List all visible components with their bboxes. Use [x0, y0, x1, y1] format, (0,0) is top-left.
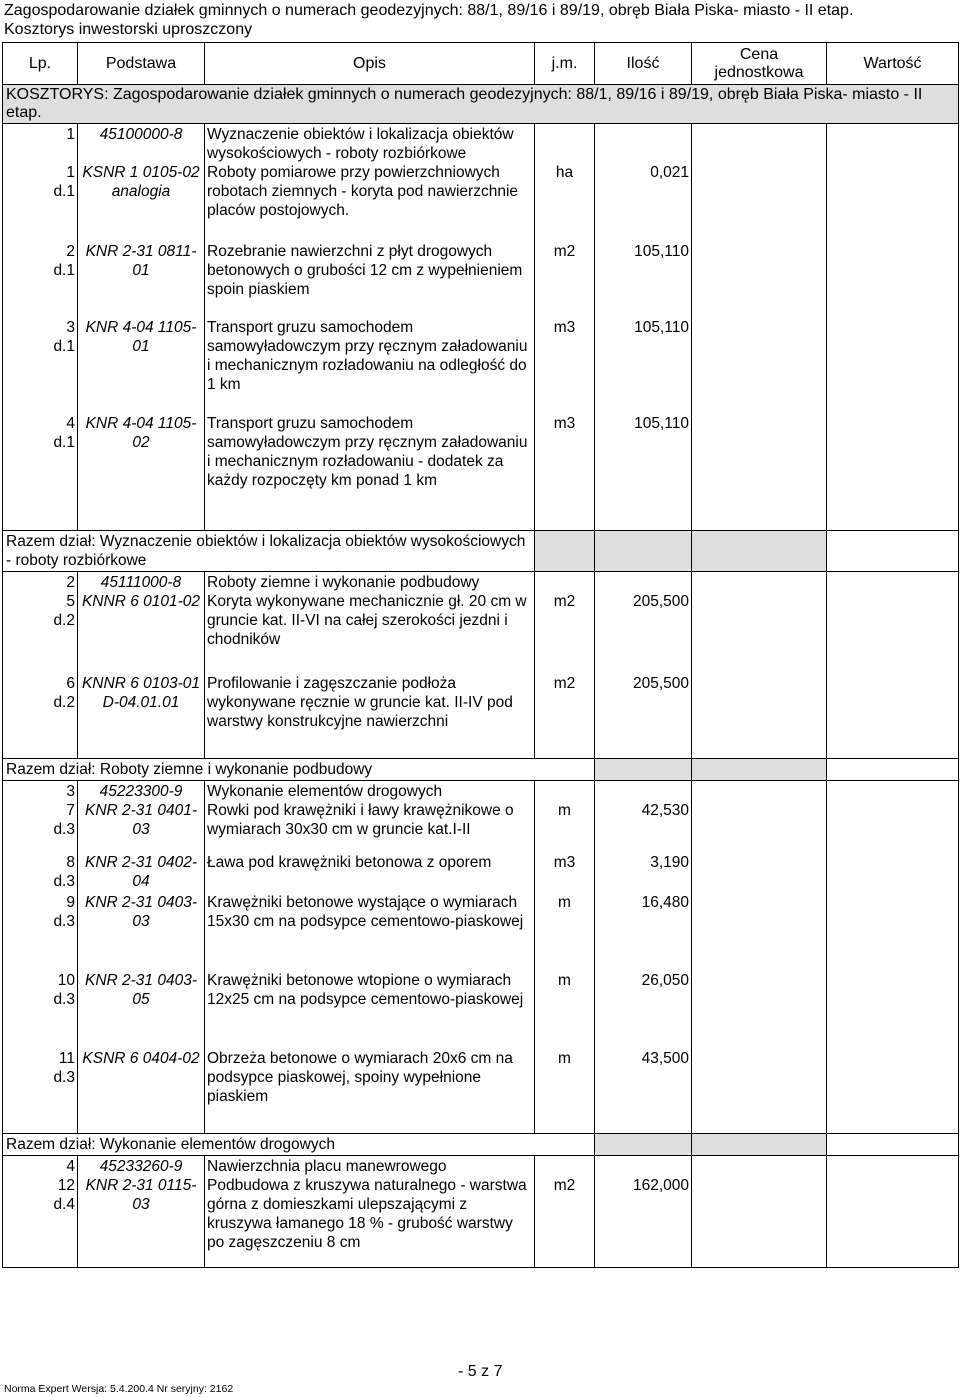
- item-code: KNR 4-04 1105-01: [78, 318, 205, 414]
- section-summary: Razem dział: Roboty ziemne i wykonanie podbudowy: [3, 759, 595, 781]
- item-value: [827, 1049, 959, 1133]
- table-row: [3, 674, 959, 759]
- item-code: KSNR 1 0105-02 analogia: [78, 163, 205, 242]
- section-code: 45100000-8: [78, 124, 205, 164]
- summary-fill: [692, 530, 827, 571]
- item-description: Obrzeża betonowe o wymiarach 20x6 cm na podsypce piaskowej, spoiny wypełnione piaskiem: [205, 1049, 535, 1133]
- item-lp: [3, 163, 78, 242]
- item-code: KNR 4-04 1105-02: [78, 414, 205, 530]
- item-lp: [3, 592, 78, 674]
- empty-cell: [692, 1155, 827, 1176]
- item-division: d.3: [53, 991, 75, 1008]
- item-unit: m: [535, 893, 595, 971]
- item-unit: m2: [535, 592, 595, 674]
- item-unit-price: [692, 414, 827, 530]
- empty-cell: [692, 571, 827, 592]
- item-unit: m2: [535, 674, 595, 759]
- summary-value: [827, 530, 959, 571]
- item-description: Profilowanie i zagęszczanie podłoża wykonywane ręcznie w gruncie kat. II-IV pod warstwy konstrukcyjne nawierzchni: [205, 674, 535, 759]
- item-code: KNR 2-31 0811-01: [78, 242, 205, 318]
- software-info: Norma Expert Wersja: 5.4.200.4 Nr seryjny: 2162: [4, 1383, 234, 1395]
- item-unit-price: [692, 592, 827, 674]
- item-value: [827, 971, 959, 1049]
- item-division: d.3: [53, 873, 75, 890]
- item-division: d.1: [53, 183, 75, 200]
- item-lp: [3, 318, 78, 414]
- summary-fill: [595, 1133, 692, 1155]
- summary-fill: [692, 759, 827, 781]
- item-quantity: 105,110: [595, 242, 692, 318]
- item-quantity: 26,050: [595, 971, 692, 1049]
- kosztorys-title: KOSZTORYS: Zagospodarowanie działek gminnych o numerach geodezyjnych: 88/1, 89/16 i 89/19, obręb Biała Piska- miasto - II etap.: [3, 85, 959, 124]
- item-unit-price: [692, 971, 827, 1049]
- item-lp: [3, 414, 78, 530]
- item-description: Transport gruzu samochodem samowyładowczym przy ręcznym załadowaniu i mechanicznym rozładowaniu - dodatek za każdy rozpoczęty km ponad 1 km: [205, 414, 535, 530]
- item-value: [827, 893, 959, 971]
- section-number: 2: [3, 571, 78, 592]
- item-division: d.2: [53, 611, 75, 629]
- section-row: [3, 1155, 959, 1176]
- item-unit-price: [692, 242, 827, 318]
- section-summary-row: [3, 759, 959, 781]
- column-podstawa: Podstawa: [78, 43, 205, 85]
- item-division: d.3: [53, 821, 75, 838]
- table-row: [3, 853, 959, 893]
- item-lp: [3, 242, 78, 318]
- document-title: Zagospodarowanie działek gminnych o numerach geodezyjnych: 88/1, 89/16 i 89/19, obręb Biała Piska- miasto - II etap.: [4, 2, 854, 19]
- item-unit-price: [692, 163, 827, 242]
- item-division: d.1: [53, 434, 75, 451]
- item-unit-price: [692, 893, 827, 971]
- section-row: [3, 571, 959, 592]
- item-number: 7: [66, 802, 75, 819]
- empty-cell: [827, 781, 959, 802]
- item-description: Krawężniki betonowe wtopione o wymiarach 12x25 cm na podsypce cementowo-piaskowej: [205, 971, 535, 1049]
- item-code: KNR 2-31 0403-03: [78, 893, 205, 971]
- item-division: d.1: [53, 338, 75, 355]
- item-number: 8: [66, 854, 75, 871]
- table-row: [3, 592, 959, 674]
- section-code: 45233260-9: [78, 1155, 205, 1176]
- item-unit: m3: [535, 853, 595, 893]
- item-value: [827, 592, 959, 674]
- item-description: Krawężniki betonowe wystające o wymiarach 15x30 cm na podsypce cementowo-piaskowej: [205, 893, 535, 971]
- item-value: [827, 242, 959, 318]
- section-name: Wykonanie elementów drogowych: [205, 781, 535, 802]
- summary-fill: [692, 1133, 827, 1155]
- table-row: [3, 414, 959, 530]
- item-unit-price: [692, 1176, 827, 1268]
- column-header-row: [3, 43, 959, 85]
- empty-cell: [595, 1155, 692, 1176]
- item-description: Transport gruzu samochodem samowyładowczym przy ręcznym załadowaniu i mechanicznym rozładowaniu na odległość do 1 km: [205, 318, 535, 414]
- summary-value: [827, 1133, 959, 1155]
- item-number: 10: [57, 972, 75, 989]
- item-description: Koryta wykonywane mechanicznie gł. 20 cm w gruncie kat. II-VI na całej szerokości jezdni i chodników: [205, 592, 535, 674]
- item-division: d.2: [53, 693, 75, 711]
- item-description: Rowki pod krawężniki i ławy krawężnikowe o wymiarach 30x30 cm w gruncie kat.I-II: [205, 801, 535, 853]
- item-quantity: 205,500: [595, 674, 692, 759]
- table-row: [3, 1049, 959, 1133]
- section-name: Nawierzchnia placu manewrowego: [205, 1155, 535, 1176]
- item-lp: [3, 801, 78, 853]
- column-cena-line2: jednostkowa: [714, 63, 804, 81]
- item-number: 11: [58, 1050, 75, 1067]
- document-subtitle: Kosztorys inwestorski uproszczony: [4, 21, 253, 38]
- summary-fill: [595, 759, 692, 781]
- section-number: 1: [3, 124, 78, 164]
- item-code: KNR 2-31 0403-05: [78, 971, 205, 1049]
- table-row: [3, 801, 959, 853]
- item-lp: [3, 893, 78, 971]
- item-code: KNR 2-31 0402-04: [78, 853, 205, 893]
- item-value: [827, 1176, 959, 1268]
- table-row: [3, 242, 959, 318]
- item-division: d.3: [53, 1069, 75, 1086]
- item-code: KSNR 6 0404-02: [78, 1049, 205, 1133]
- column-ilosc: Ilość: [595, 43, 692, 85]
- item-unit: m: [535, 971, 595, 1049]
- kosztorys-title-row: [3, 85, 959, 124]
- section-summary-row: [3, 1133, 959, 1155]
- item-quantity: 205,500: [595, 592, 692, 674]
- item-value: [827, 414, 959, 530]
- section-name: Wyznaczenie obiektów i lokalizacja obiektów wysokościowych - roboty rozbiórkowe: [205, 124, 535, 164]
- section-name: Roboty ziemne i wykonanie podbudowy: [205, 571, 535, 592]
- item-code: KNNR 6 0101-02: [78, 592, 205, 674]
- item-quantity: 3,190: [595, 853, 692, 893]
- item-lp: [3, 1049, 78, 1133]
- table-row: [3, 1176, 959, 1268]
- summary-fill: [595, 530, 692, 571]
- section-summary: Razem dział: Wyznaczenie obiektów i lokalizacja obiektów wysokościowych - roboty rozbiórkowe: [3, 530, 535, 571]
- item-number: 3: [66, 319, 75, 336]
- item-division: d.1: [53, 262, 75, 279]
- item-quantity: 43,500: [595, 1049, 692, 1133]
- summary-value: [827, 759, 959, 781]
- item-unit-price: [692, 674, 827, 759]
- empty-cell: [827, 571, 959, 592]
- column-lp: Lp.: [3, 43, 78, 85]
- table-row: [3, 893, 959, 971]
- item-number: 4: [66, 415, 75, 432]
- empty-cell: [595, 571, 692, 592]
- section-number: 3: [3, 781, 78, 802]
- empty-cell: [535, 781, 595, 802]
- item-number: 2: [66, 243, 75, 260]
- section-row: [3, 781, 959, 802]
- column-jm: j.m.: [535, 43, 595, 85]
- section-code: 45223300-9: [78, 781, 205, 802]
- empty-cell: [595, 124, 692, 164]
- item-quantity: 16,480: [595, 893, 692, 971]
- empty-cell: [827, 124, 959, 164]
- item-lp: [3, 853, 78, 893]
- item-unit: m2: [535, 1176, 595, 1268]
- section-code: 45111000-8: [78, 571, 205, 592]
- section-summary: Razem dział: Wykonanie elementów drogowych: [3, 1133, 595, 1155]
- item-unit: m: [535, 801, 595, 853]
- table-row: [3, 163, 959, 242]
- item-number: 6: [66, 674, 75, 692]
- empty-cell: [692, 781, 827, 802]
- item-unit-price: [692, 853, 827, 893]
- item-value: [827, 801, 959, 853]
- column-opis: Opis: [205, 43, 535, 85]
- section-summary-row: [3, 530, 959, 571]
- item-lp: [3, 674, 78, 759]
- column-wartosc: Wartość: [827, 43, 959, 85]
- item-unit: m: [535, 1049, 595, 1133]
- item-lp: [3, 1176, 78, 1268]
- item-division: d.4: [53, 1195, 75, 1213]
- item-lp: [3, 971, 78, 1049]
- empty-cell: [827, 1155, 959, 1176]
- item-number: 9: [66, 894, 75, 911]
- cost-estimate-table: [2, 42, 958, 1268]
- item-number: 1: [66, 164, 75, 181]
- item-unit-price: [692, 318, 827, 414]
- item-quantity: 0,021: [595, 163, 692, 242]
- column-cena-line1: Cena: [739, 45, 779, 63]
- section-row: [3, 124, 959, 164]
- section-number: 4: [3, 1155, 78, 1176]
- item-description: Ława pod krawężniki betonowa z oporem: [205, 853, 535, 893]
- item-unit-price: [692, 1049, 827, 1133]
- item-unit: m3: [535, 414, 595, 530]
- item-division: d.3: [53, 913, 75, 930]
- item-unit: m3: [535, 318, 595, 414]
- item-code: KNR 2-31 0401-03: [78, 801, 205, 853]
- item-number: 12: [57, 1176, 75, 1194]
- item-quantity: 105,110: [595, 318, 692, 414]
- item-unit-price: [692, 801, 827, 853]
- page-number: - 5 z 7: [458, 1363, 503, 1380]
- item-code: KNNR 6 0103-01 D-04.01.01: [78, 674, 205, 759]
- item-value: [827, 163, 959, 242]
- empty-cell: [595, 781, 692, 802]
- table-row: [3, 318, 959, 414]
- item-number: 5: [66, 592, 75, 610]
- item-description: Roboty pomiarowe przy powierzchniowych robotach ziemnych - koryta pod nawierzchnie placów postojowych.: [205, 163, 535, 242]
- item-code: KNR 2-31 0115-03: [78, 1176, 205, 1268]
- summary-fill: [535, 530, 595, 571]
- empty-cell: [535, 1155, 595, 1176]
- item-quantity: 162,000: [595, 1176, 692, 1268]
- item-quantity: 42,530: [595, 801, 692, 853]
- empty-cell: [692, 124, 827, 164]
- column-cena: [692, 43, 827, 85]
- item-unit: m2: [535, 242, 595, 318]
- item-description: Podbudowa z kruszywa naturalnego - warstwa górna z domieszkami ulepszającymi z kruszywa łamanego 18 % - grubość warstwy po zagęszczeniu 8 cm: [205, 1176, 535, 1268]
- item-unit: ha: [535, 163, 595, 242]
- empty-cell: [535, 571, 595, 592]
- item-description: Rozebranie nawierzchni z płyt drogowych betonowych o grubości 12 cm z wypełnieniem spoin piaskiem: [205, 242, 535, 318]
- item-value: [827, 853, 959, 893]
- empty-cell: [535, 124, 595, 164]
- item-value: [827, 674, 959, 759]
- table-row: [3, 971, 959, 1049]
- item-quantity: 105,110: [595, 414, 692, 530]
- item-value: [827, 318, 959, 414]
